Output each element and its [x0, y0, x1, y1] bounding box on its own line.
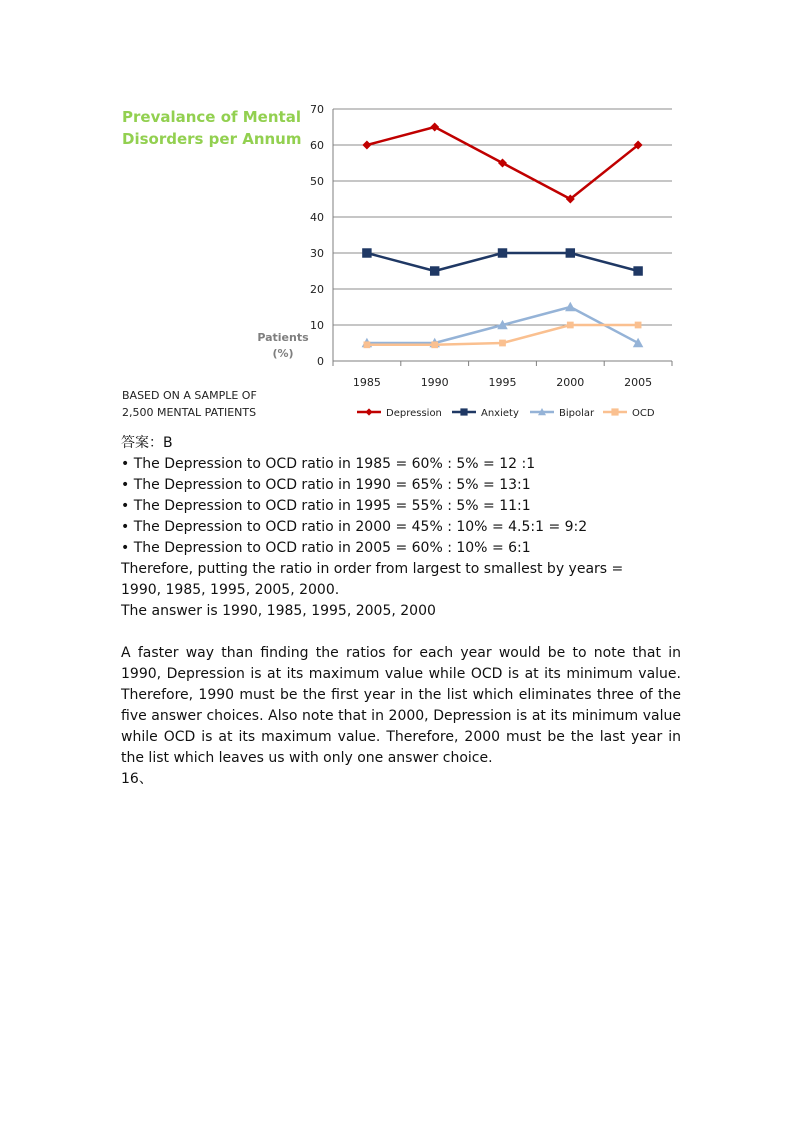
y-tick-label-10: 10: [310, 319, 324, 332]
data-point-anxiety-1990: [430, 266, 439, 275]
legend-marker-anxiety: [460, 408, 467, 415]
ratio-bullet-1995: • The Depression to OCD ratio in 1995 = 55% : 5% = 11:1: [121, 498, 531, 514]
answer-label: 答案：B: [121, 435, 173, 451]
line-chart: [0, 0, 800, 440]
paragraph-gap: [121, 622, 681, 643]
y-tick-label-70: 70: [310, 103, 324, 116]
y-tick-label-40: 40: [310, 211, 324, 224]
explanation-paragraph: A faster way than finding the ratios for each year would be to note that in 1990, Depression is at its maximum value while OCD is at its minimum value. Therefore, 1990 must be the first year in the list which eliminates three of the five answer choices. Also note that in 2000, Depression is at its minimum value while OCD is at its maximum value. Therefore, 2000 must be the last year in the list which leaves us with only one answer choice.: [121, 645, 681, 766]
x-tick-label-2005: 2005: [624, 376, 653, 389]
ratio-bullet-1985: • The Depression to OCD ratio in 1985 = 60% : 5% = 12 :1: [121, 456, 536, 472]
legend-label-depression: Depression: [386, 408, 442, 419]
chart-title-line-2: Disorders per Annum: [122, 130, 302, 148]
data-point-ocd-2005: [635, 322, 642, 329]
ratio-bullet-2005: • The Depression to OCD ratio in 2005 = 60% : 10% = 6:1: [121, 540, 531, 556]
sample-note-line-1: BASED ON A SAMPLE OF: [122, 389, 257, 402]
ratio-bullet-1990: • The Depression to OCD ratio in 1990 = 65% : 5% = 13:1: [121, 477, 531, 493]
data-point-depression-1985: [362, 141, 371, 150]
y-axis-caption-line-1: Patients: [257, 331, 309, 344]
x-tick-label-1995: 1995: [488, 376, 517, 389]
legend-label-anxiety: Anxiety: [481, 408, 519, 419]
y-tick-label-20: 20: [310, 283, 324, 296]
data-point-anxiety-2005: [633, 266, 642, 275]
y-axis-caption-line-2: (%): [272, 347, 294, 360]
data-point-anxiety-1995: [498, 248, 507, 257]
data-point-ocd-1995: [499, 340, 506, 347]
therefore-line-1: Therefore, putting the ratio in order from largest to smallest by years =: [121, 561, 624, 577]
data-point-ocd-2000: [567, 322, 574, 329]
data-point-bipolar-2000: [565, 302, 576, 311]
sample-note-line-2: 2,500 MENTAL PATIENTS: [122, 406, 257, 419]
question-number: 16、: [121, 771, 153, 787]
y-tick-label-60: 60: [310, 139, 324, 152]
data-point-anxiety-2000: [566, 248, 575, 257]
ratio-bullet-2000: • The Depression to OCD ratio in 2000 = 45% : 10% = 4.5:1 = 9:2: [121, 519, 588, 535]
y-tick-label-30: 30: [310, 247, 324, 260]
legend-marker-depression: [365, 408, 372, 415]
therefore-line-2: 1990, 1985, 1995, 2005, 2000.: [121, 582, 340, 598]
legend-marker-ocd: [611, 408, 618, 415]
data-point-anxiety-1985: [362, 248, 371, 257]
data-point-depression-1995: [498, 159, 507, 168]
answer-statement: The answer is 1990, 1985, 1995, 2005, 2000: [121, 603, 436, 619]
data-point-ocd-1990: [431, 341, 438, 348]
answer-explanation: [121, 433, 681, 790]
y-tick-label-0: 0: [317, 355, 324, 368]
data-point-bipolar-2005: [633, 338, 644, 347]
chart-title-line-1: Prevalance of Mental: [122, 108, 301, 126]
x-tick-label-1990: 1990: [420, 376, 449, 389]
data-point-ocd-1985: [364, 341, 371, 348]
x-tick-label-2000: 2000: [556, 376, 585, 389]
data-point-depression-1990: [430, 123, 439, 132]
legend-label-bipolar: Bipolar: [559, 408, 595, 419]
x-tick-label-1985: 1985: [352, 376, 381, 389]
y-tick-label-50: 50: [310, 175, 324, 188]
legend-label-ocd: OCD: [632, 408, 655, 419]
